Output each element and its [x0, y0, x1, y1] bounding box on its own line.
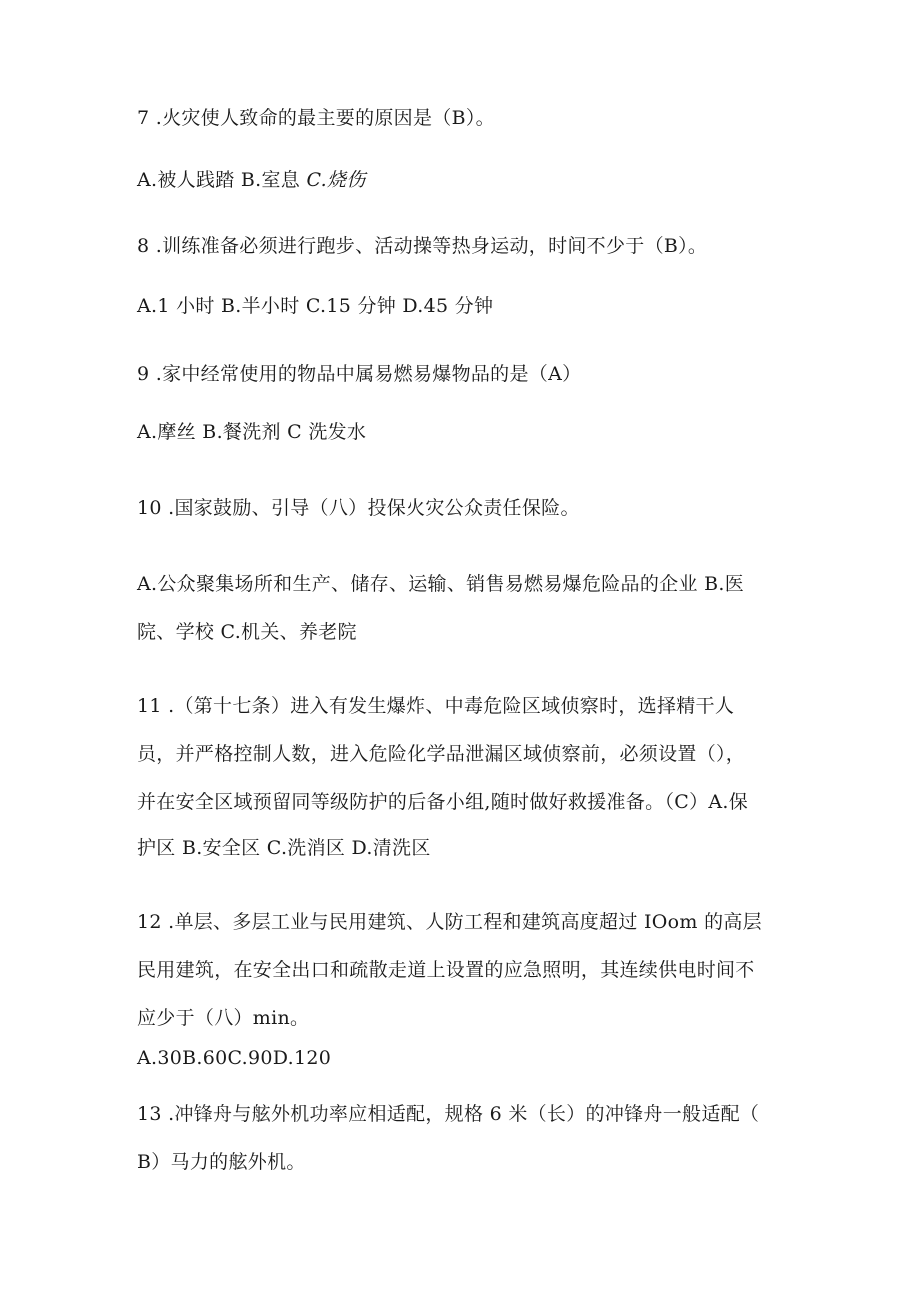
question-7-options [137, 168, 366, 192]
question-10-stem: 10 .国家鼓励、引导（八）投保火灾公众责任保险。 [137, 497, 580, 519]
question-11-stem-line-3: 并在安全区域预留同等级防护的后备小组,随时做好救援准备。（C）A.保 [137, 791, 749, 813]
question-10-options-line-2: 院、学校 C.机关、养老院 [137, 621, 357, 643]
question-13-stem-line-1: 13 .冲锋舟与舷外机功率应相适配，规格 6 米（长）的冲锋舟一般适配（ [137, 1103, 760, 1125]
question-8-stem: 8 .训练准备必须进行跑步、活动操等热身运动，时间不少于（B）。 [137, 235, 708, 257]
question-12-stem-line-2: 民用建筑，在安全出口和疏散走道上设置的应急照明，其连续供电时间不 [137, 959, 755, 981]
question-7-stem: 7 .火灾使人致命的最主要的原因是（B）。 [137, 107, 495, 129]
question-10-options-line-1: A.公众聚集场所和生产、储存、运输、销售易燃易爆危险品的企业 B.医 [137, 573, 745, 595]
question-12-stem-line-3: 应少于（八）min。 [137, 1007, 310, 1029]
question-7-options-plain: A.被人践踏 B.室息 [137, 169, 307, 191]
question-8-options: A.1 小时 B.半小时 C.15 分钟 D.45 分钟 [137, 295, 494, 317]
question-9-options: A.摩丝 B.餐洗剂 C 洗发水 [137, 421, 367, 443]
question-12-stem-line-1: 12 .单层、多层工业与民用建筑、人防工程和建筑高度超过 IOom 的高层 [137, 911, 762, 933]
question-7-options-italic: C.烧伤 [306, 169, 366, 191]
question-11-stem-line-4: 护区 B.安全区 C.洗消区 D.清洗区 [137, 837, 431, 859]
question-11-stem-line-2: 员，并严格控制人数，进入危险化学品泄漏区域侦察前，必须设置（）， [137, 743, 746, 765]
question-9-stem: 9 .家中经常使用的物品中属易燃易爆物品的是（A） [137, 363, 582, 385]
question-11-stem-line-1: 11 .（第十七条）进入有发生爆炸、中毒危险区域侦察时，选择精干人 [137, 695, 735, 717]
question-12-options: A.30B.60C.90D.120 [137, 1047, 332, 1069]
question-13-stem-line-2: B）马力的舷外机。 [137, 1151, 306, 1173]
